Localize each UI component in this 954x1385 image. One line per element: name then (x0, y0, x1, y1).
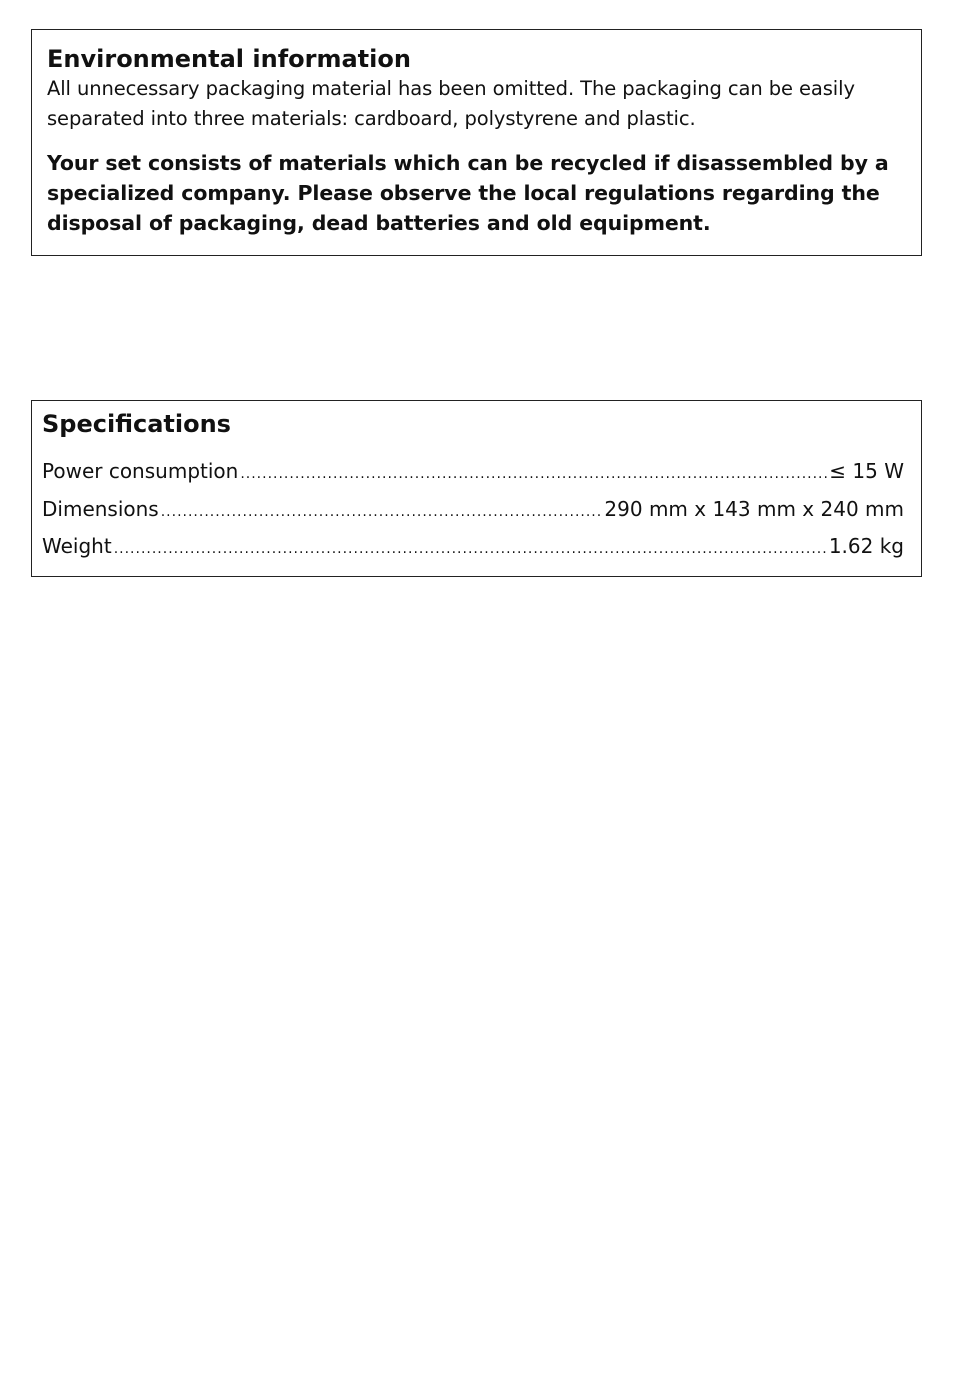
spec-row-power-consumption (42, 453, 904, 491)
environmental-information-text: All unnecessary packaging material has been omitted. The packaging can be easily separated into three materials: cardboard, polystyrene and plastic. (47, 77, 855, 130)
environmental-information-box (31, 29, 922, 256)
spec-value: 290 mm x 143 mm x 240 mm (604, 496, 904, 521)
dot-leader (240, 467, 827, 481)
spec-value: 1.62 kg (828, 534, 904, 558)
spec-label: Dimensions (42, 496, 159, 521)
recycling-notice-text: Your set consists of materials which can be recycled if disassembled by a specialized company. Please observe the local regulations regarding the disposal of packaging, dead batteries and old equipment. (47, 151, 889, 235)
specifications-title: Specifications (42, 410, 231, 438)
spec-label: Power consumption (42, 459, 239, 483)
spec-row-dimensions (42, 491, 904, 529)
spec-row-weight (42, 528, 904, 566)
spec-label: Weight (42, 534, 112, 558)
dot-leader (161, 505, 603, 519)
dot-leader (114, 542, 827, 556)
environmental-information-title: Environmental information (47, 45, 411, 73)
specifications-box (31, 400, 922, 577)
spec-value: ≤ 15 W (829, 459, 904, 483)
